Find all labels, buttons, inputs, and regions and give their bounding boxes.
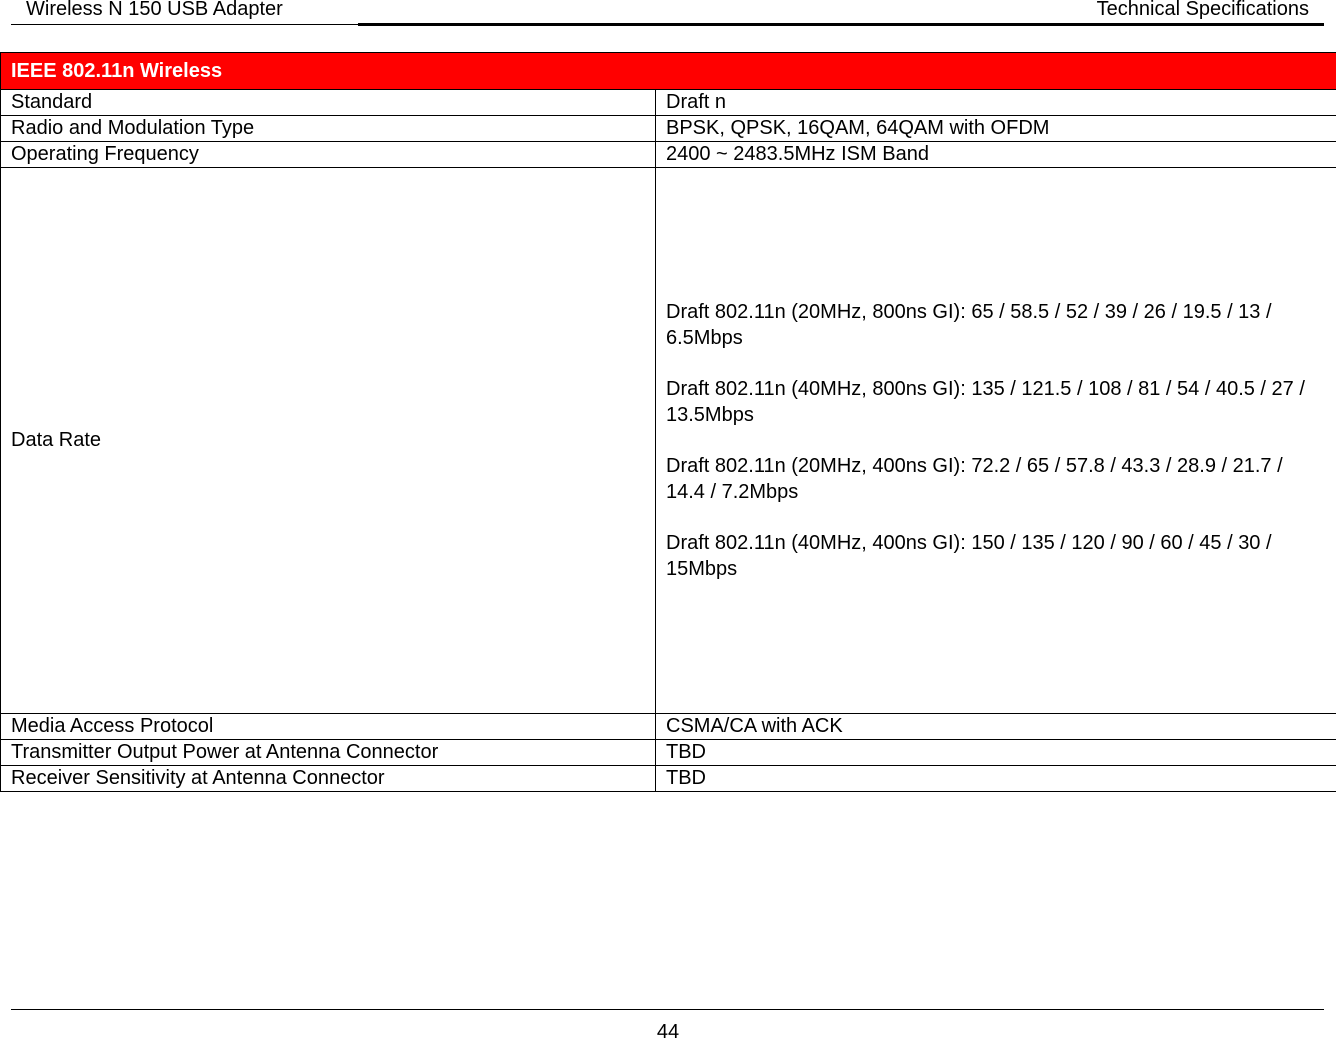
document-section-title: Technical Specifications: [1097, 0, 1309, 21]
specifications-table: [0, 52, 1336, 792]
spec-label: Transmitter Output Power at Antenna Connector: [1, 740, 656, 766]
spec-value: TBD: [656, 740, 1336, 766]
spec-label: Operating Frequency: [1, 142, 656, 168]
table-row: [1, 766, 1336, 792]
table-row-data-rate: [1, 168, 1336, 714]
data-rate-line: Draft 802.11n (20MHz, 800ns GI): 65 / 58.5 / 52 / 39 / 26 / 19.5 / 13 / 6.5Mbps: [666, 299, 1326, 351]
spec-label: Standard: [1, 90, 656, 116]
spacer: [666, 428, 1326, 453]
spec-label: Data Rate: [1, 168, 656, 714]
data-rate-line: Draft 802.11n (20MHz, 400ns GI): 72.2 / 65 / 57.8 / 43.3 / 28.9 / 21.7 / 14.4 / 7.2Mbps: [666, 453, 1326, 505]
document-product-title: Wireless N 150 USB Adapter: [26, 0, 283, 21]
spec-value: TBD: [656, 766, 1336, 792]
spacer: [666, 505, 1326, 530]
spec-value: 2400 ~ 2483.5MHz ISM Band: [656, 142, 1336, 168]
page-number: 44: [0, 1020, 1336, 1044]
spacer: [666, 351, 1326, 376]
table-row: [1, 90, 1336, 116]
data-rate-line: Draft 802.11n (40MHz, 800ns GI): 135 / 121.5 / 108 / 81 / 54 / 40.5 / 27 / 13.5Mbps: [666, 376, 1326, 428]
data-rate-line: Draft 802.11n (40MHz, 400ns GI): 150 / 135 / 120 / 90 / 60 / 45 / 30 / 15Mbps: [666, 530, 1326, 582]
spec-label: Media Access Protocol: [1, 714, 656, 740]
section-title: IEEE 802.11n Wireless: [1, 53, 1336, 90]
section-header-row: [1, 53, 1336, 90]
spec-value: Draft n: [656, 90, 1336, 116]
header-divider-thin: [11, 24, 358, 25]
table-row: [1, 714, 1336, 740]
table-row: [1, 142, 1336, 168]
table-row: [1, 740, 1336, 766]
spec-label: Receiver Sensitivity at Antenna Connector: [1, 766, 656, 792]
spec-value: CSMA/CA with ACK: [656, 714, 1336, 740]
footer-divider: [11, 1009, 1324, 1010]
spec-label: Radio and Modulation Type: [1, 116, 656, 142]
spec-value: BPSK, QPSK, 16QAM, 64QAM with OFDM: [656, 116, 1336, 142]
header-divider-thick: [358, 23, 1324, 26]
data-rate-values: [656, 168, 1336, 714]
table-row: [1, 116, 1336, 142]
